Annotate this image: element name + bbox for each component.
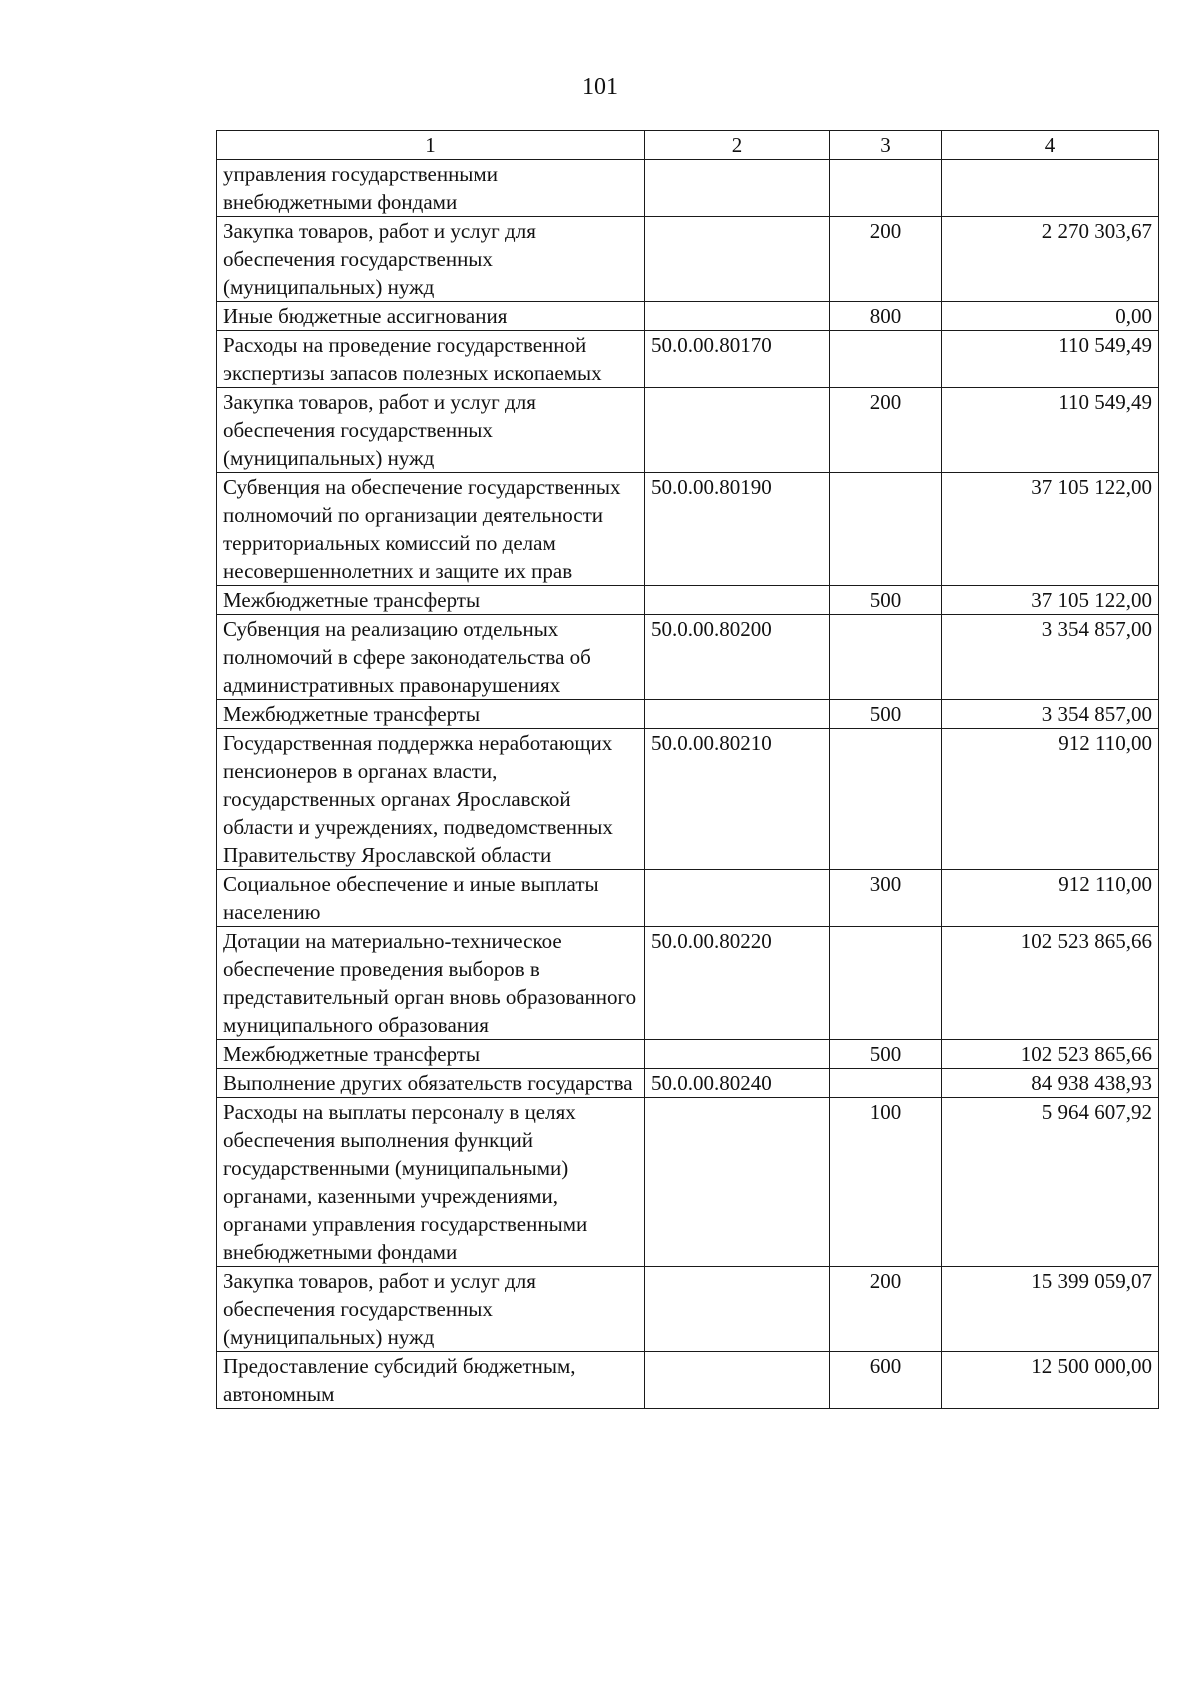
expense-type-cell: [830, 927, 942, 1040]
table-header: [217, 131, 1159, 160]
target-code-cell: [645, 1098, 830, 1267]
amount-cell: 3 354 857,00: [942, 700, 1159, 729]
expense-type-cell: [830, 1069, 942, 1098]
column-header-1: 1: [217, 131, 645, 160]
expense-name-cell: Расходы на проведение государственной экспертизы запасов полезных ископаемых: [217, 331, 645, 388]
expense-name-cell: Межбюджетные трансферты: [217, 1040, 645, 1069]
expense-type-cell: [830, 331, 942, 388]
table-row: [217, 586, 1159, 615]
expense-type-cell: 200: [830, 1267, 942, 1352]
table-row: [217, 1098, 1159, 1267]
expense-name-cell: Субвенция на реализацию отдельных полномочий в сфере законодательства об административных правонарушениях: [217, 615, 645, 700]
amount-cell: 110 549,49: [942, 388, 1159, 473]
target-code-cell: [645, 1352, 830, 1409]
expense-name-cell: Предоставление субсидий бюджетным, автономным: [217, 1352, 645, 1409]
expense-name-cell: Субвенция на обеспечение государственных полномочий по организации деятельности территориальных комиссий по делам несовершеннолетних и защите их прав: [217, 473, 645, 586]
expense-type-cell: 800: [830, 302, 942, 331]
target-code-cell: 50.0.00.80210: [645, 729, 830, 870]
column-header-4: 4: [942, 131, 1159, 160]
table-row: [217, 473, 1159, 586]
expense-type-cell: [830, 729, 942, 870]
table-row: [217, 1069, 1159, 1098]
target-code-cell: [645, 302, 830, 331]
amount-cell: 5 964 607,92: [942, 1098, 1159, 1267]
table-row: [217, 331, 1159, 388]
target-code-cell: 50.0.00.80170: [645, 331, 830, 388]
header-row: [217, 131, 1159, 160]
expense-name-cell: Межбюджетные трансферты: [217, 700, 645, 729]
amount-cell: 102 523 865,66: [942, 1040, 1159, 1069]
amount-cell: 3 354 857,00: [942, 615, 1159, 700]
amount-cell: 102 523 865,66: [942, 927, 1159, 1040]
amount-cell: 84 938 438,93: [942, 1069, 1159, 1098]
amount-cell: 0,00: [942, 302, 1159, 331]
table-row: [217, 388, 1159, 473]
table-row: [217, 1040, 1159, 1069]
table-row: [217, 870, 1159, 927]
expense-name-cell: Закупка товаров, работ и услуг для обеспечения государственных (муниципальных) нужд: [217, 388, 645, 473]
table-row: [217, 927, 1159, 1040]
expense-type-cell: 300: [830, 870, 942, 927]
amount-cell: 110 549,49: [942, 331, 1159, 388]
table-row: [217, 700, 1159, 729]
amount-cell: 37 105 122,00: [942, 586, 1159, 615]
target-code-cell: 50.0.00.80190: [645, 473, 830, 586]
expense-name-cell: Закупка товаров, работ и услуг для обеспечения государственных (муниципальных) нужд: [217, 1267, 645, 1352]
expense-type-cell: [830, 473, 942, 586]
target-code-cell: [645, 388, 830, 473]
amount-cell: [942, 160, 1159, 217]
table-row: [217, 1267, 1159, 1352]
amount-cell: 37 105 122,00: [942, 473, 1159, 586]
expense-type-cell: 200: [830, 388, 942, 473]
expense-type-cell: [830, 615, 942, 700]
expense-type-cell: 500: [830, 700, 942, 729]
budget-table: [216, 130, 1159, 1409]
target-code-cell: 50.0.00.80200: [645, 615, 830, 700]
target-code-cell: [645, 1267, 830, 1352]
expense-type-cell: 100: [830, 1098, 942, 1267]
table-body: [217, 160, 1159, 1409]
target-code-cell: 50.0.00.80220: [645, 927, 830, 1040]
expense-type-cell: 500: [830, 586, 942, 615]
amount-cell: 2 270 303,67: [942, 217, 1159, 302]
expense-name-cell: Межбюджетные трансферты: [217, 586, 645, 615]
expense-type-cell: 500: [830, 1040, 942, 1069]
expense-type-cell: [830, 160, 942, 217]
page-number: 101: [582, 74, 618, 100]
table-row: [217, 615, 1159, 700]
target-code-cell: [645, 586, 830, 615]
expense-type-cell: 200: [830, 217, 942, 302]
table-row: [217, 1352, 1159, 1409]
target-code-cell: [645, 1040, 830, 1069]
expense-name-cell: Социальное обеспечение и иные выплаты населению: [217, 870, 645, 927]
column-header-3: 3: [830, 131, 942, 160]
table-row: [217, 160, 1159, 217]
table-row: [217, 217, 1159, 302]
target-code-cell: 50.0.00.80240: [645, 1069, 830, 1098]
target-code-cell: [645, 700, 830, 729]
expense-type-cell: 600: [830, 1352, 942, 1409]
amount-cell: 912 110,00: [942, 870, 1159, 927]
amount-cell: 15 399 059,07: [942, 1267, 1159, 1352]
table-row: [217, 729, 1159, 870]
table-row: [217, 302, 1159, 331]
expense-name-cell: управления государственными внебюджетными фондами: [217, 160, 645, 217]
target-code-cell: [645, 160, 830, 217]
expense-name-cell: Расходы на выплаты персоналу в целях обеспечения выполнения функций государственными (муниципальными) органами, казенными учреждениями, органами управления государственными внебюджетными фондами: [217, 1098, 645, 1267]
amount-cell: 912 110,00: [942, 729, 1159, 870]
target-code-cell: [645, 217, 830, 302]
expense-name-cell: Государственная поддержка неработающих пенсионеров в органах власти, государственных органах Ярославской области и учреждениях, подведомственных Правительству Ярославской области: [217, 729, 645, 870]
expense-name-cell: Закупка товаров, работ и услуг для обеспечения государственных (муниципальных) нужд: [217, 217, 645, 302]
expense-name-cell: Выполнение других обязательств государства: [217, 1069, 645, 1098]
expense-name-cell: Иные бюджетные ассигнования: [217, 302, 645, 331]
expense-name-cell: Дотации на материально-техническое обеспечение проведения выборов в представительный орган вновь образованного муниципального образования: [217, 927, 645, 1040]
amount-cell: 12 500 000,00: [942, 1352, 1159, 1409]
target-code-cell: [645, 870, 830, 927]
column-header-2: 2: [645, 131, 830, 160]
